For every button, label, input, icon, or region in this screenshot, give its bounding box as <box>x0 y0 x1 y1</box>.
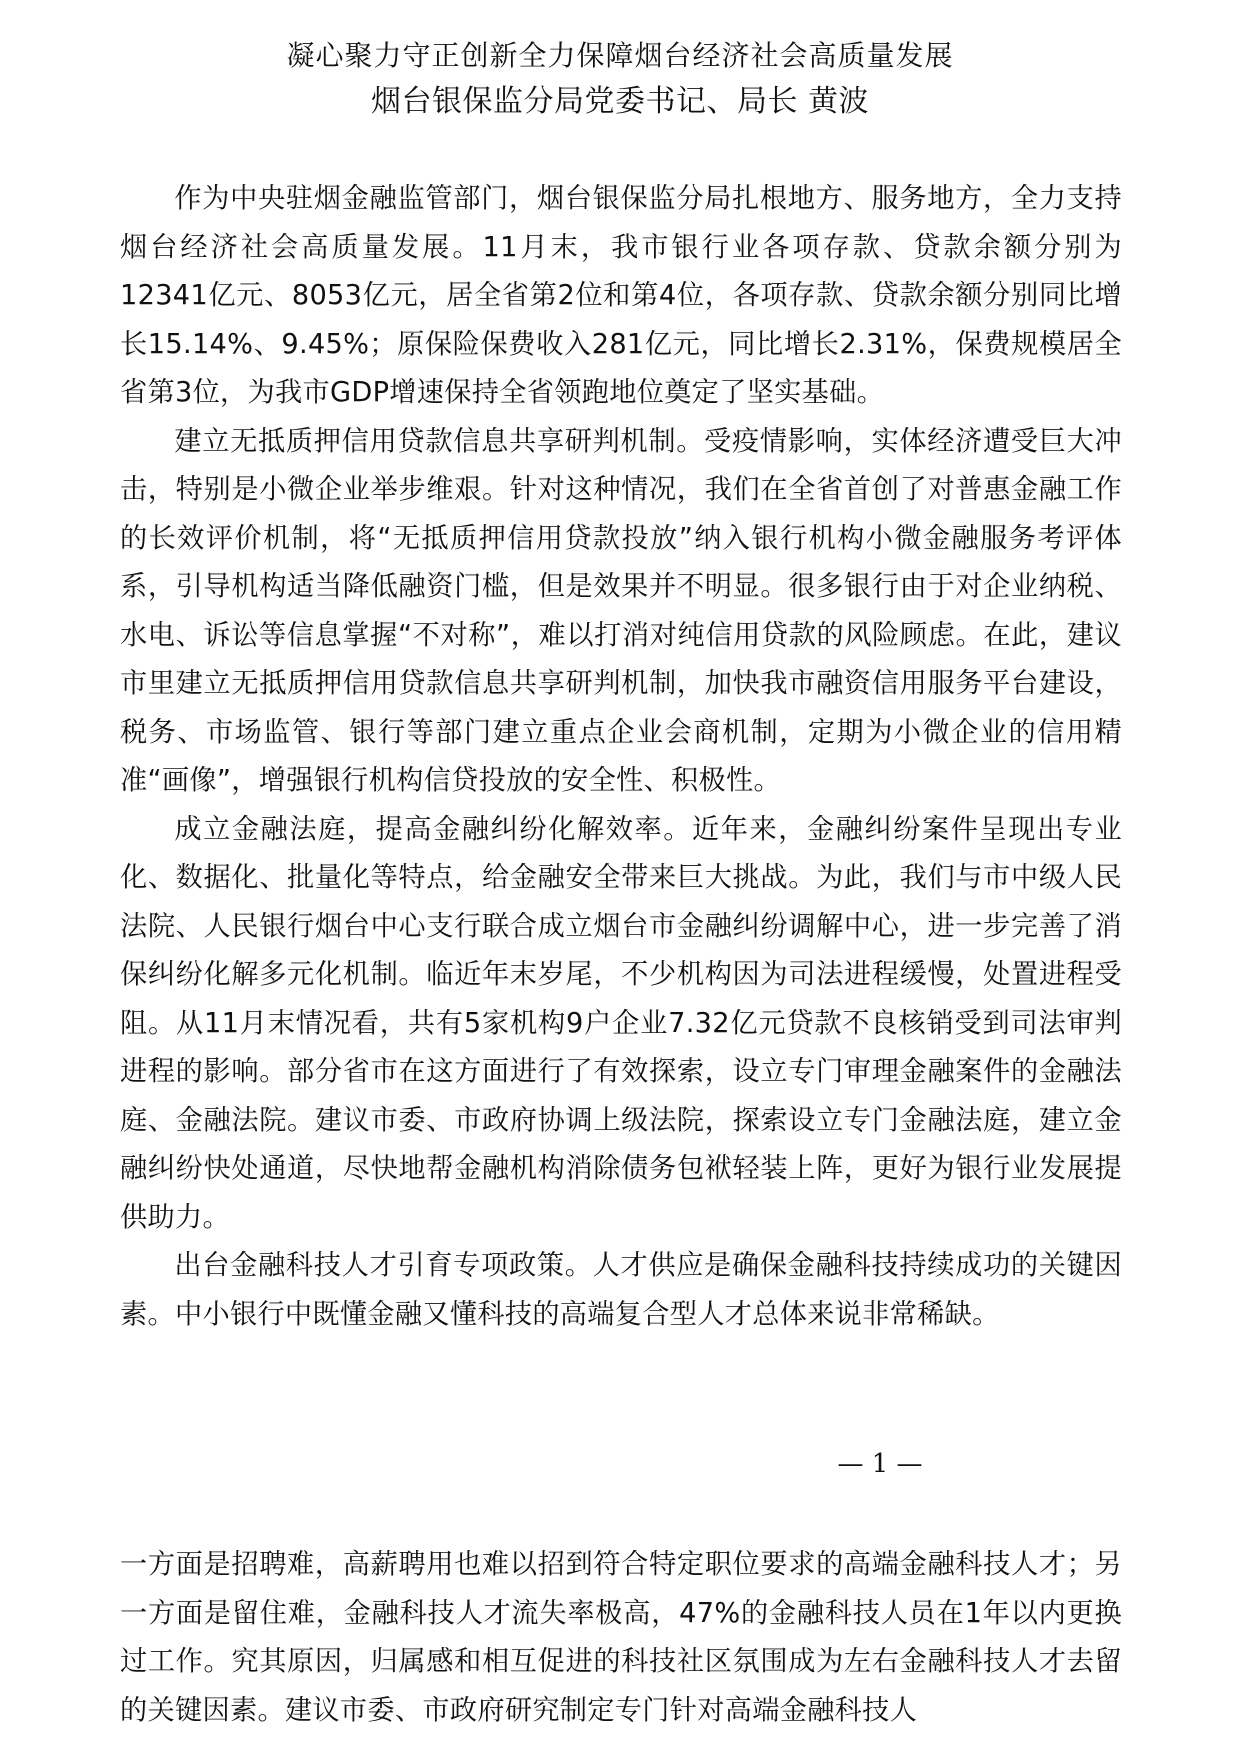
document-byline: 烟台银保监分局党委书记、局长 黄波 <box>370 84 870 119</box>
document-title: 凝心聚力守正创新全力保障烟台经济社会高质量发展 <box>286 39 954 72</box>
body-paragraph-fintech-talent: 出台金融科技人才引育专项政策。人才供应是确保金融科技持续成功的关键因素。中小银行中既懂金融又懂科技的高端复合型人才总体来说非常稀缺。 <box>120 1250 1122 1330</box>
body-paragraph-credit-loan: 建立无抵质押信用贷款信息共享研判机制。受疫情影响，实体经济遭受巨大冲击，特别是小微企业举步维艰。针对这种情况，我们在全省首创了对普惠金融工作的长效评价机制，将“无抵质押信用贷款投放”纳入银行机构小微金融服务考评体系，引导机构适当降低融资门槛，但是效果并不明显。很多银行由于对企业纳税、水电、诉讼等信息掌握“不对称”，难以打消对纯信用贷款的风险顾虑。在此，建议市里建立无抵质押信用贷款信息共享研判机制，加快我市融资信用服务平台建设，税务、市场监管、银行等部门建立重点企业会商机制，定期为小微企业的信用精准“画像”，增强银行机构信贷投放的安全性、积极性。 <box>120 425 1122 796</box>
document-body-page-1 <box>120 175 1122 1339</box>
body-paragraph-financial-court: 成立金融法庭，提高金融纠纷化解效率。近年来，金融纠纷案件呈现出专业化、数据化、批量化等特点，给金融安全带来巨大挑战。为此，我们与市中级人民法院、人民银行烟台中心支行联合成立烟台市金融纠纷调解中心，进一步完善了消保纠纷化解多元化机制。临近年末岁尾，不少机构因为司法进程缓慢，处置进程受阻。从11月末情况看，共有5家机构9户企业7.32亿元贷款不良核销受到司法审判进程的影响。部分省市在这方面进行了有效探索，设立专门审理金融案件的金融法庭、金融法院。建议市委、市政府协调上级法院，探索设立专门金融法庭，建立金融纠纷快处通道，尽快地帮金融机构消除债务包袱轻装上阵，更好为银行业发展提供助力。 <box>120 813 1122 1233</box>
body-paragraph-intro: 作为中央驻烟金融监管部门，烟台银保监分局扎根地方、服务地方，全力支持烟台经济社会高质量发展。11月末，我市银行业各项存款、贷款余额分别为12341亿元、8053亿元，居全省第2位和第4位，各项存款、贷款余额分别同比增长15.14%、9.45%；原保险保费收入281亿元，同比增长2.31%，保费规模居全省第3位，为我市GDP增速保持全省领跑地位奠定了坚实基础。 <box>120 183 1122 408</box>
document-body-page-2 <box>120 1541 1122 1735</box>
page-number: — 1 — <box>837 1449 923 1479</box>
body-paragraph-continued: 一方面是招聘难，高薪聘用也难以招到符合特定职位要求的高端金融科技人才；另一方面是留住难，金融科技人才流失率极高，47%的金融科技人员在1年以内更换过工作。究其原因，归属感和相互促进的科技社区氛围成为左右金融科技人才去留的关键因素。建议市委、市政府研究制定专门针对高端金融科技人 <box>120 1549 1122 1726</box>
